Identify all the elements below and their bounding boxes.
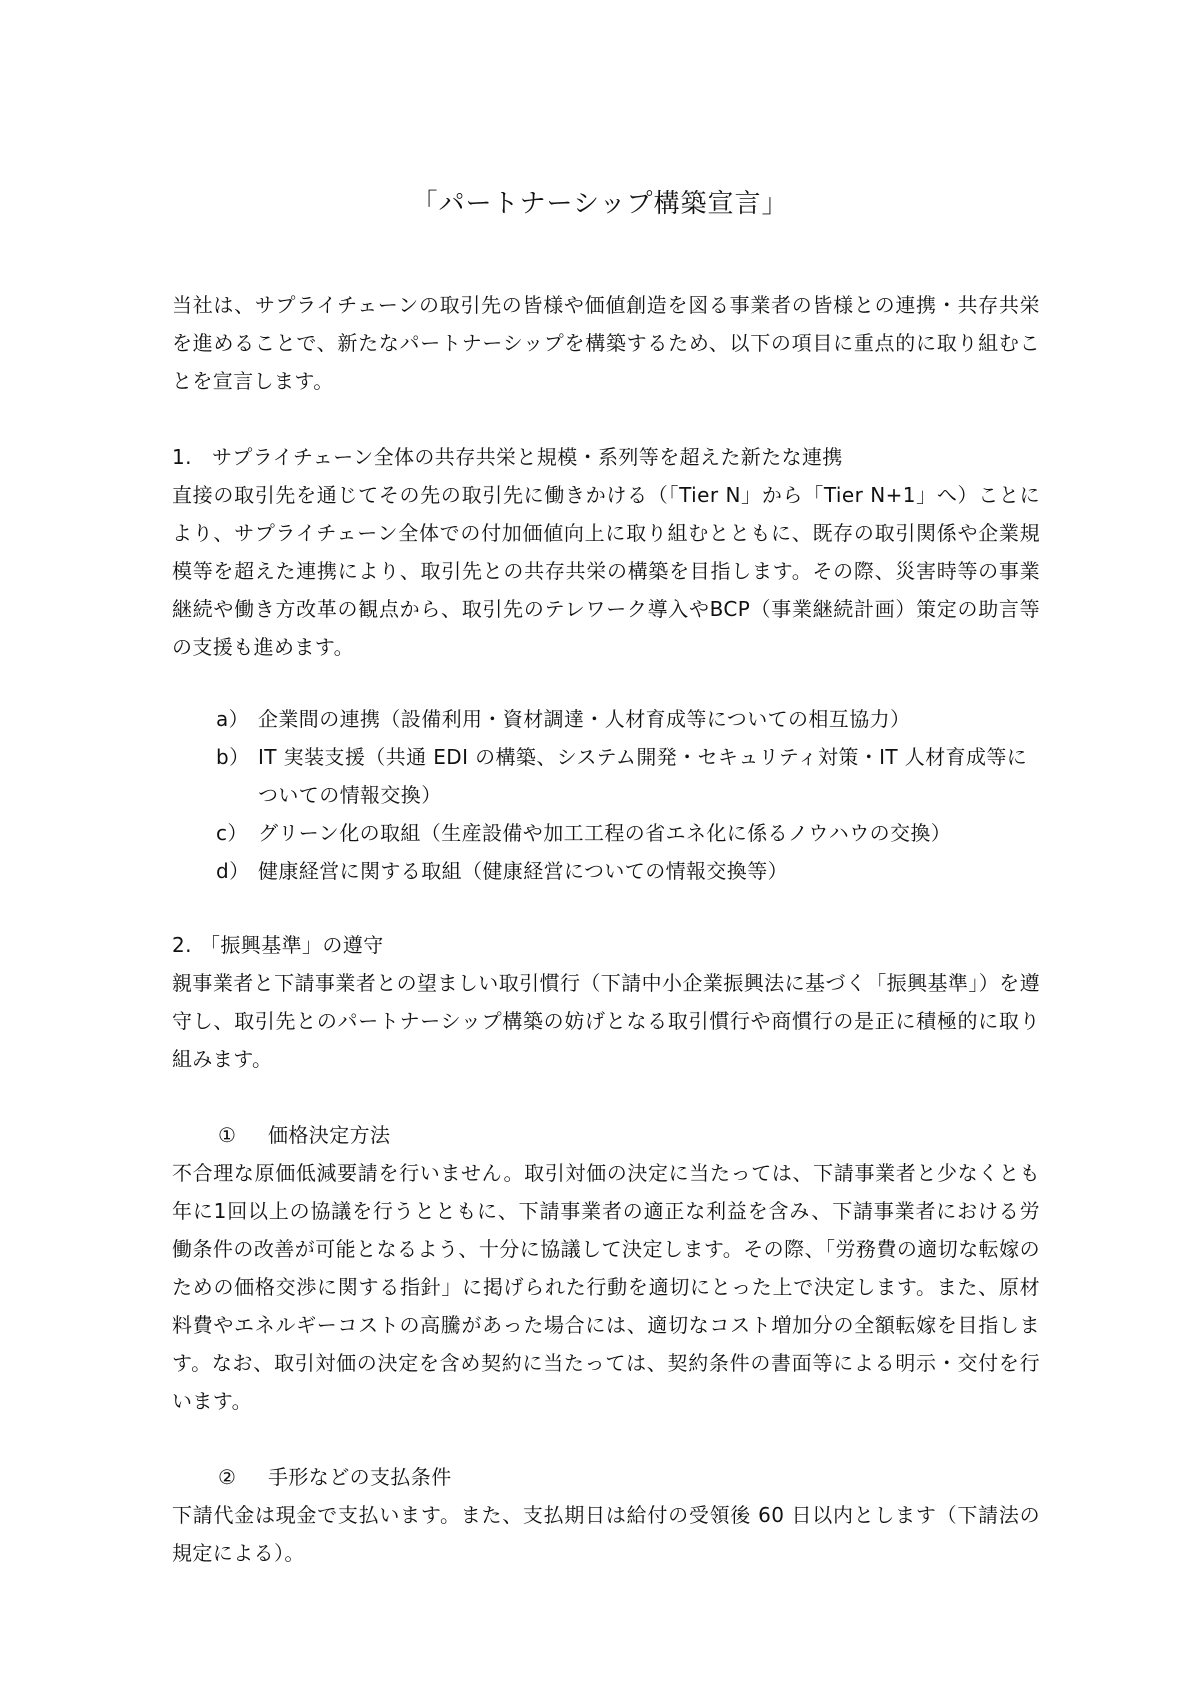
section-1-list — [172, 700, 1040, 890]
subsection-1-heading-text: 価格決定方法 — [268, 1123, 391, 1147]
list-item — [216, 814, 1040, 852]
section-1-number: 1. — [172, 445, 192, 469]
intro-paragraph: 当社は、サプライチェーンの取引先の皆様や価値創造を図る事業者の皆様との連携・共存共栄を進めることで、新たなパートナーシップを構築するため、以下の項目に重点的に取り組むことを宣言します。 — [172, 293, 1040, 393]
section-2-body: 親事業者と下請事業者との望ましい取引慣行（下請中小企業振興法に基づく「振興基準」）を遵守し、取引先とのパートナーシップ構築の妨げとなる取引慣行や商慣行の是正に積極的に取り組みます。 — [172, 971, 1040, 1071]
list-item-text: 健康経営に関する取組（健康経営についての情報交換等） — [258, 859, 788, 883]
section-2-number: 2. — [172, 933, 192, 957]
list-item — [216, 852, 1040, 890]
subsection-2-body: 下請代金は現金で支払います。また、支払期日は給付の受領後 60 日以内とします（下請法の規定による）。 — [172, 1503, 1040, 1565]
list-item-marker: a） — [216, 707, 250, 731]
list-item-marker: c） — [216, 821, 248, 845]
document-title: 「パートナーシップ構築宣言」 — [411, 189, 789, 219]
subsection-payment-terms — [172, 1458, 1040, 1572]
section-2-heading — [172, 926, 1040, 964]
list-item — [216, 700, 1040, 738]
subsection-price-determination — [172, 1116, 1040, 1420]
list-item-marker: d） — [216, 859, 250, 883]
subsection-1-body: 不合理な原価低減要請を行いません。取引対価の決定に当たっては、下請事業者と少なくとも年に1回以上の協議を行うとともに、下請事業者の適正な利益を含み、下請事業者における労働条件の改善が可能となるよう、十分に協議して決定します。その際、「労務費の適切な転嫁のための価格交渉に関する指針」に掲げられた行動を適切にとった上で決定します。また、原材料費やエネルギーコストの高騰があった場合には、適切なコスト増加分の全額転嫁を目指します。なお、取引対価の決定を含め契約に当たっては、契約条件の書面等による明示・交付を行います。 — [172, 1161, 1040, 1413]
list-item-text: IT 実装支援（共通 EDI の構築、システム開発・セキュリティ対策・IT 人材育成等についての情報交換） — [258, 745, 1028, 807]
list-item-text: 企業間の連携（設備利用・資材調達・人材育成等についての相互協力） — [258, 707, 911, 731]
section-1-body: 直接の取引先を通じてその先の取引先に働きかける（「Tier N」から「Tier N+1」へ）ことにより、サプライチェーン全体での付加価値向上に取り組むとともに、既存の取引関係や企業規模等を超えた連携により、取引先との共存共栄の構築を目指します。その際、災害時等の事業継続や働き方改革の観点から、取引先のテレワーク導入やBCP（事業継続計画）策定の助言等の支援も進めます。 — [172, 483, 1040, 659]
list-item — [216, 738, 1040, 814]
section-1 — [172, 438, 1040, 890]
subsection-1-number: ① — [218, 1123, 237, 1147]
section-2-heading-text: 「振興基準」の遵守 — [200, 933, 384, 957]
subsection-2-number: ② — [218, 1465, 237, 1489]
list-item-text: グリーン化の取組（生産設備や加工工程の省エネ化に係るノウハウの交換） — [258, 821, 952, 845]
subsection-1-heading — [172, 1116, 1040, 1154]
section-1-heading-text: サプライチェーン全体の共存共栄と規模・系列等を超えた新たな連携 — [212, 445, 843, 469]
subsection-2-heading-text: 手形などの支払条件 — [268, 1465, 452, 1489]
list-item-marker: b） — [216, 745, 250, 769]
section-2 — [172, 926, 1040, 1078]
subsection-2-heading — [172, 1458, 1040, 1496]
section-1-heading — [172, 438, 1040, 476]
